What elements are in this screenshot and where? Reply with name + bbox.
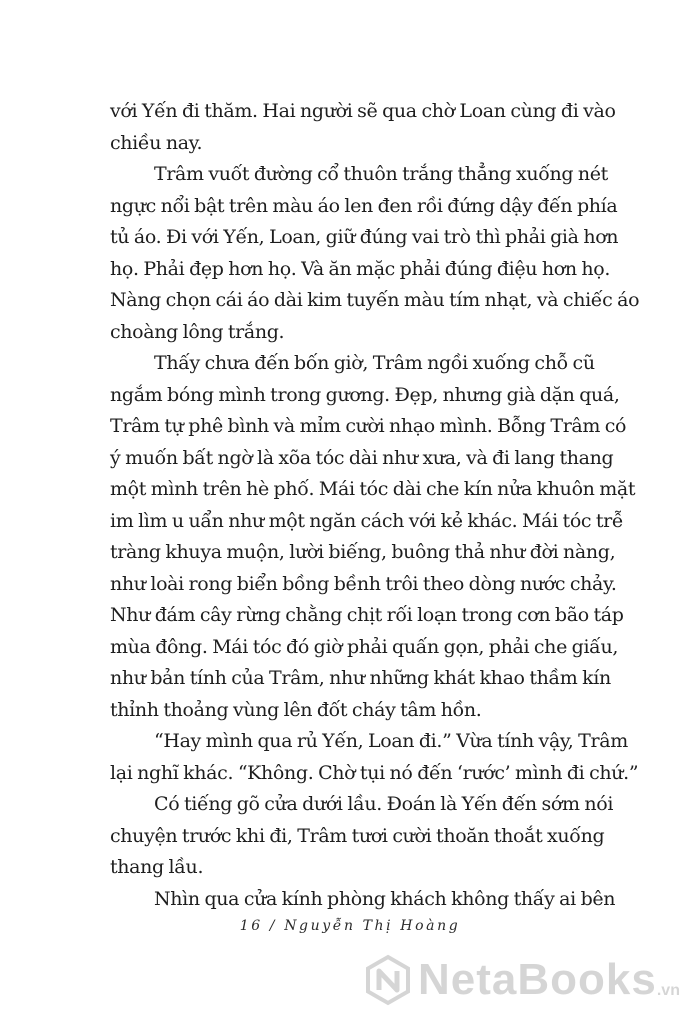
text-line: thang lầu.: [110, 856, 204, 878]
netabooks-logo-icon: [362, 954, 414, 1006]
footer-separator: /: [269, 918, 278, 934]
text-line: chuyện trước khi đi, Trâm tươi cười thoăn thoắt xuống: [110, 824, 605, 847]
page-footer: [0, 918, 700, 934]
author-name: Nguyễn Thị Hoàng: [284, 918, 461, 934]
watermark-suffix: .vn: [656, 982, 680, 999]
text-line: với Yến đi thăm. Hai người sẽ qua chờ Loan cùng đi vào: [110, 100, 616, 122]
text-line: im lìm u uẩn như một ngăn cách với kẻ khác. Mái tóc trễ: [110, 509, 624, 532]
text-line: choàng lông trắng.: [110, 320, 285, 343]
text-line: như loài rong biển bồng bềnh trôi theo dòng nước chảy.: [110, 572, 617, 595]
watermark: [362, 954, 680, 1006]
text-line: một mình trên hè phố. Mái tóc dài che kín nửa khuôn mặt: [110, 478, 636, 500]
page-number: 16: [239, 918, 263, 934]
text-line: thỉnh thoảng vùng lên đốt cháy tâm hồn.: [110, 698, 482, 721]
watermark-brand: NetaBooks: [418, 955, 657, 1004]
text-line: họ. Phải đẹp hơn họ. Và ăn mặc phải đúng điệu hơn họ.: [110, 257, 611, 280]
text-line: mùa đông. Mái tóc đó giờ phải quấn gọn, phải che giấu,: [110, 635, 619, 658]
text-line: Thấy chưa đến bốn giờ, Trâm ngồi xuống chỗ cũ: [154, 352, 595, 374]
text-line: Nàng chọn cái áo dài kim tuyến màu tím nhạt, và chiếc áo: [110, 289, 640, 311]
text-line: chiều nay.: [110, 131, 203, 154]
text-line: như bản tính của Trâm, như những khát khao thầm kín: [110, 667, 611, 689]
text-line: Trâm tự phê bình và mỉm cười nhạo mình. Bỗng Trâm có: [110, 415, 627, 437]
text-line: Có tiếng gõ cửa dưới lầu. Đoán là Yến đến sớm nói: [154, 793, 614, 815]
text-line: “Hay mình qua rủ Yến, Loan đi.” Vừa tính vậy, Trâm: [154, 730, 628, 752]
text-line: tủ áo. Đi với Yến, Loan, giữ đúng vai trò thì phải già hơn: [110, 226, 619, 248]
text-line: Như đám cây rừng chằng chịt rối loạn trong cơn bão táp: [110, 604, 624, 626]
text-line: Nhìn qua cửa kính phòng khách không thấy ai bên: [154, 887, 616, 910]
body-text: [110, 96, 640, 915]
text-line: tràng khuya muộn, lười biếng, buông thả như đời nàng,: [110, 541, 616, 563]
text-line: ngực nổi bật trên màu áo len đen rồi đứng dậy đến phía: [110, 194, 618, 217]
text-line: ngắm bóng mình trong gương. Đẹp, nhưng già dặn quá,: [110, 383, 620, 406]
text-line: ý muốn bất ngờ là xõa tóc dài như xưa, và đi lang thang: [110, 446, 614, 469]
text-line: Trâm vuốt đường cổ thuôn trắng thẳng xuống nét: [154, 163, 608, 185]
text-line: lại nghĩ khác. “Không. Chờ tụi nó đến ‘rước’ mình đi chứ.”: [110, 761, 639, 784]
